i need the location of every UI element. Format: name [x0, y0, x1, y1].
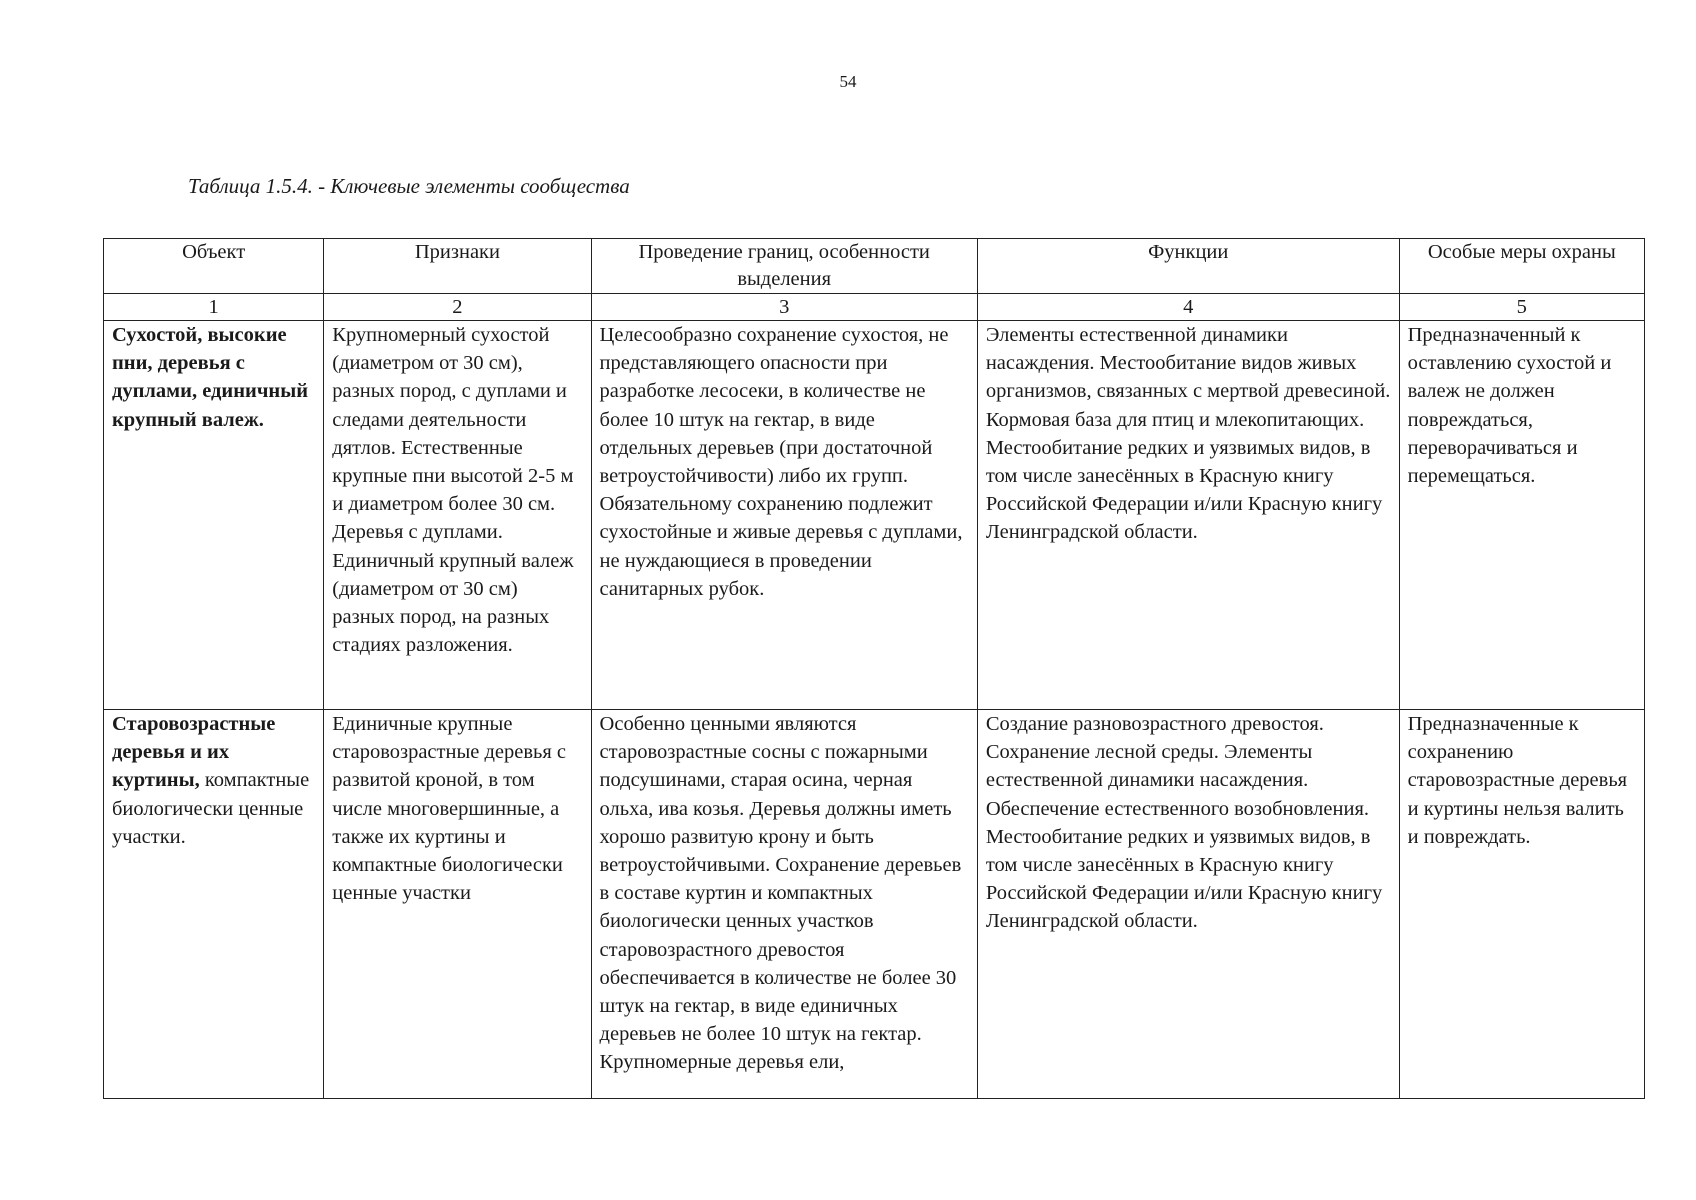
- boundaries-cell: Целесообразно сохранение сухостоя, не представляющего опасности при разработке лесосеки, в количестве не более 10 штук на гектар, в виде отдельных деревьев (при достаточной ветроустойчивости) либо их групп. Обязательному сохранению подлежит сухостойные и живые деревья с дуплами, не нуждающиеся в проведении санитарных рубок.: [591, 321, 977, 710]
- column-number-5: 5: [1399, 294, 1644, 321]
- column-number-row: [104, 294, 1645, 321]
- measures-cell: Предназначенные к сохранению старовозрастные деревья и куртины нельзя валить и повреждать.: [1399, 710, 1644, 1099]
- header-measures: Особые меры охраны: [1399, 239, 1644, 294]
- header-functions: Функции: [977, 239, 1399, 294]
- column-number-2: 2: [324, 294, 591, 321]
- measures-cell: Предназначенный к оставлению сухостой и валеж не должен повреждаться, переворачиваться и перемещаться.: [1399, 321, 1644, 710]
- object-cell: [104, 710, 324, 1099]
- table-caption: Таблица 1.5.4. - Ключевые элементы сообщества: [188, 174, 630, 198]
- column-number-1: 1: [104, 294, 324, 321]
- column-number-4: 4: [977, 294, 1399, 321]
- boundaries-cell: Особенно ценными являются старовозрастные сосны с пожарными подсушинами, старая осина, черная ольха, ива козья. Деревья должны иметь хорошо развитую крону и быть ветроустойчивыми. Сохранение деревьев в составе куртин и компактных биологически ценных участков старовозрастного древостоя обеспечивается в количестве не более 30 штук на гектар, в виде единичных деревьев не более 10 штук на гектар. Крупномерные деревья ели,: [591, 710, 977, 1099]
- object-extra: компактные биологически ценные участки.: [112, 769, 310, 848]
- table-header-row: [104, 239, 1645, 294]
- page-number: 54: [839, 72, 857, 91]
- header-signs: Признаки: [324, 239, 591, 294]
- functions-cell: Элементы естественной динамики насаждения. Местообитание видов живых организмов, связанных с мертвой древесиной. Кормовая база для птиц и млекопитающих. Местообитание редких и уязвимых видов, в том числе занесённых в Красную книгу Российской Федерации и/или Красную книгу Ленинградской области.: [977, 321, 1399, 710]
- object-name: Сухостой, высокие пни, деревья с дуплами, единичный крупный валеж.: [112, 324, 309, 431]
- column-number-3: 3: [591, 294, 977, 321]
- object-name: Старовозрастные деревья и их куртины,: [112, 713, 276, 792]
- key-elements-table: [103, 238, 1645, 1099]
- object-cell: [104, 321, 324, 710]
- header-object: Объект: [104, 239, 324, 294]
- functions-cell: Создание разновозрастного древостоя. Сохранение лесной среды. Элементы естественной динамики насаждения. Обеспечение естественного возобновления. Местообитание редких и уязвимых видов, в том числе занесённых в Красную книгу Российской Федерации и/или Красную книгу Ленинградской области.: [977, 710, 1399, 1099]
- table-row: [104, 710, 1645, 1099]
- table-row: [104, 321, 1645, 710]
- header-boundaries: Проведение границ, особенности выделения: [591, 239, 977, 294]
- signs-cell: Единичные крупные старовозрастные деревья с развитой кроной, в том числе многовершинные, а также их куртины и компактные биологически ценные участки: [324, 710, 591, 1099]
- signs-cell: Крупномерный сухостой (диаметром от 30 см), разных пород, с дуплами и следами деятельности дятлов. Естественные крупные пни высотой 2-5 м и диаметром более 30 см. Деревья с дуплами. Единичный крупный валеж (диаметром от 30 см) разных пород, на разных стадиях разложения.: [324, 321, 591, 710]
